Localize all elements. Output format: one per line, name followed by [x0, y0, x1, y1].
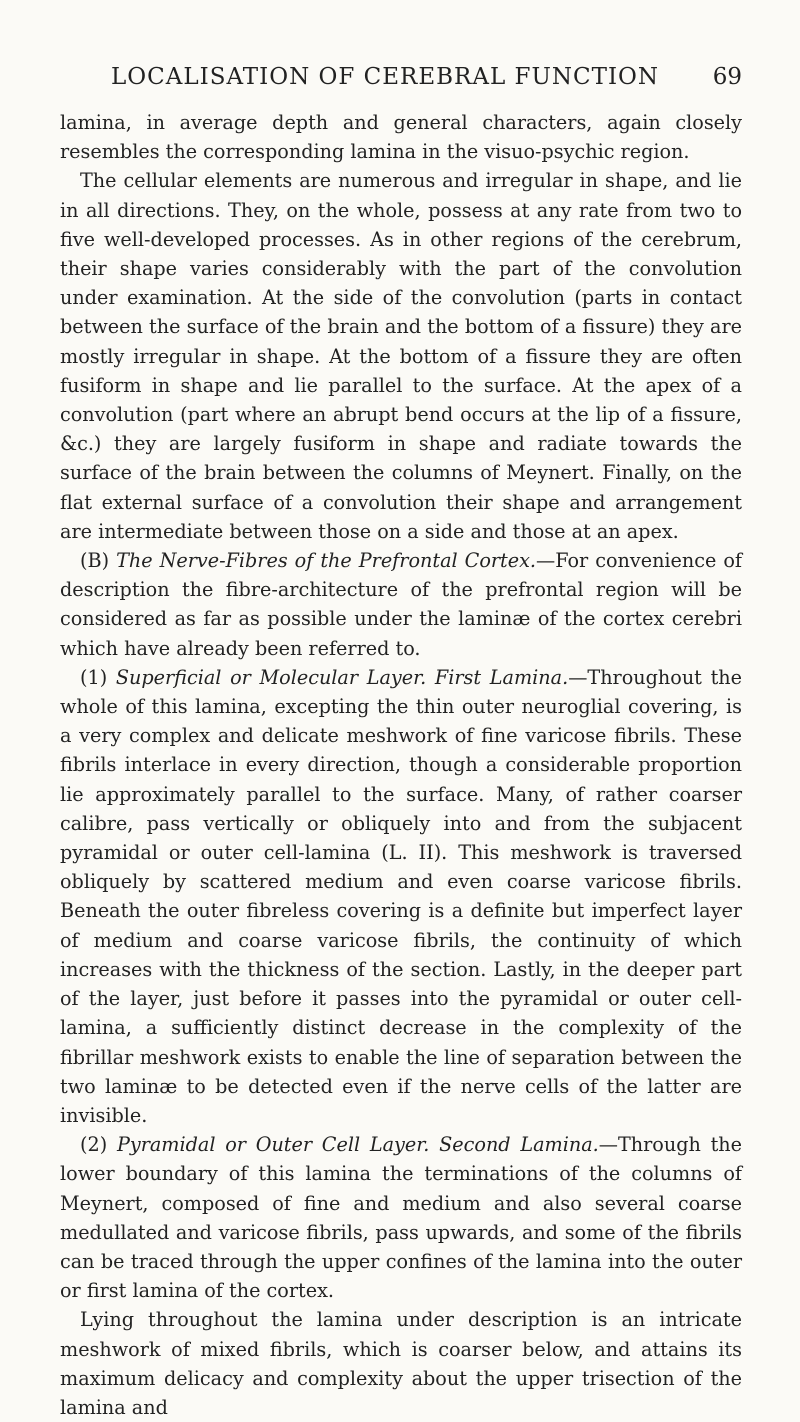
paragraph-text: lamina, in average depth and general characters, again closely resembles the corresponding lamina in the visuo-psychic region. [60, 111, 742, 164]
section-heading: Pyramidal or Outer Cell Layer. Second Lamina. [116, 1133, 599, 1157]
book-page [60, 64, 742, 1422]
paragraph-second-lamina [60, 1130, 742, 1305]
section-heading: The Nerve-Fibres of the Prefrontal Cortex. [116, 549, 537, 573]
page-number: 69 [712, 64, 742, 90]
running-title: LOCALISATION OF CEREBRAL FUNCTION [111, 64, 660, 90]
paragraph-nerve-fibres [60, 546, 742, 663]
running-head [60, 64, 742, 98]
section-lead: (B) [80, 549, 117, 573]
paragraph-text: Lying throughout the lamina under description is an intricate meshwork of mixed fibrils, which is coarser below, and attains its maximum delicacy and complexity about the upper trisection of the lamina and [60, 1308, 742, 1419]
section-lead: (1) [80, 665, 116, 689]
body-text [60, 108, 742, 1422]
section-heading: Superficial or Molecular Layer. First Lamina. [115, 665, 569, 689]
paragraph-text: —For convenience of description the fibre-architecture of the prefrontal region will be considered as far as possible under the laminæ of the cortex cerebri which have already been referred to. [60, 549, 743, 660]
paragraph-cellular-elements [60, 166, 742, 546]
paragraph-text: The cellular elements are numerous and irregular in shape, and lie in all directions. They, on the whole, possess at any rate from two to five well-developed processes. As in other regions of the cerebrum, their shape varies considerably with the part of the convolution under examination. At the side of the convolution (parts in contact between the surface of the brain and the bottom of a fissure) they are mostly irregular in shape. At the bottom of a fissure they are often fusiform in shape and lie parallel to the surface. At the apex of a convolution (part where an abrupt bend occurs at the lip of a fissure, &c.) they are largely fusiform in shape and radiate towards the surface of the brain between the columns of Meynert. Finally, on the flat external surface of a convolution their shape and arrangement are intermediate between those on a side and those at an apex. [60, 169, 742, 543]
section-lead: (2) [80, 1133, 117, 1157]
paragraph-text: —Throughout the whole of this lamina, excepting the thin outer neuroglial covering, is a very complex and delicate meshwork of fine varicose fibrils. These fibrils interlace in every direction, though a considerable proportion lie approximately parallel to the surface. Many, of rather coarser calibre, pass vertically or obliquely into and from the subjacent pyramidal or outer cell-lamina (L. II). This meshwork is traversed obliquely by scattered medium and even coarse varicose fibrils. Beneath the outer fibreless covering is a definite but imperfect layer of medium and coarse varicose fibrils, the continuity of which increases with the thickness of the section. Lastly, in the deeper part of the layer, just before it passes into the pyramidal or outer cell-lamina, a sufficiently distinct decrease in the complexity of the fibrillar meshwork exists to enable the line of separation between the two laminæ to be detected even if the nerve cells of the latter are invisible. [60, 665, 742, 1127]
paragraph-meshwork [60, 1305, 742, 1422]
paragraph-first-lamina [60, 663, 742, 1130]
paragraph-continued [60, 108, 742, 166]
paragraph-text: —Through the lower boundary of this lamina the terminations of the columns of Meynert, composed of fine and medium and also several coarse medullated and varicose fibrils, pass upwards, and some of the fibrils can be traced through the upper confines of the lamina into the outer or first lamina of the cortex. [60, 1133, 743, 1303]
